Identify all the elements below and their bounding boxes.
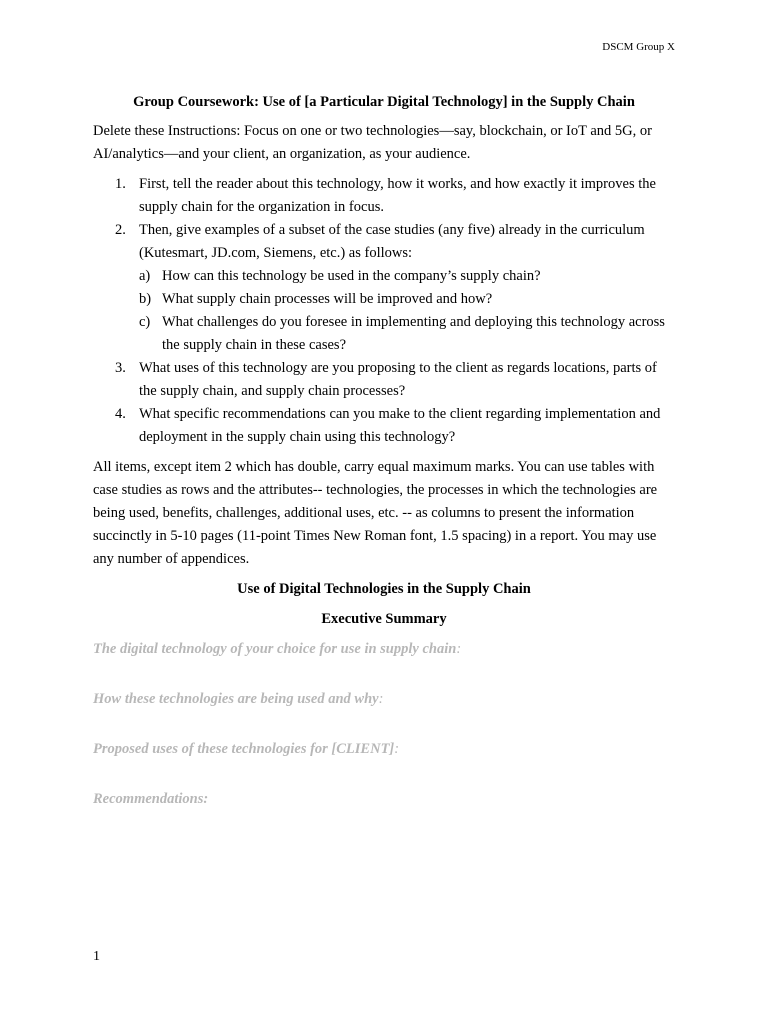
instructions-paragraph: Delete these Instructions: Focus on one or two technologies—say, blockchain, or IoT and 5G, or AI/analytics—and your client, an organization, as your audience. (93, 123, 652, 162)
list-item (93, 357, 675, 403)
list-item-number: 3. (115, 360, 126, 376)
list-item-number: 2. (115, 222, 126, 238)
sub-list-item-letter: a) (139, 268, 151, 284)
sub-list-item (139, 265, 675, 288)
list-item (93, 173, 675, 219)
summary-prompt-text: How these technologies are being used and why (93, 691, 379, 707)
summary-prompt-proposed-uses (93, 738, 675, 761)
list-item-text: What specific recommendations can you make to the client regarding implementation and deployment in the supply chain using this technology? (139, 406, 661, 445)
list-item-text: What uses of this technology are you proposing to the client as regards locations, parts of the supply chain, and supply chain processes? (139, 360, 657, 399)
summary-prompt-recommendations (93, 788, 675, 811)
sub-list-item-letter: c) (139, 314, 151, 330)
summary-prompt-suffix: : (394, 741, 400, 757)
sub-list-item-text: What supply chain processes will be improved and how? (162, 291, 493, 307)
sub-list-item-text: How can this technology be used in the company’s supply chain? (162, 268, 541, 284)
marking-note-paragraph: All items, except item 2 which has double, carry equal maximum marks. You can use tables with case studies as rows and the attributes-- technologies, the processes in which the technologies are being used, benefits, challenges, additional uses, etc. -- as columns to present the information succinctly in 5-10 pages (11-point Times New Roman font, 1.5 spacing) in a report. You may use any number of appendices. (93, 459, 658, 567)
sub-list-item (139, 311, 675, 357)
report-title: Use of Digital Technologies in the Supply Chain (237, 581, 531, 597)
document-title: Group Coursework: Use of [a Particular Digital Technology] in the Supply Chain (133, 94, 635, 110)
summary-prompt-technology (93, 638, 675, 661)
list-item-number: 1. (115, 176, 126, 192)
list-item (93, 403, 675, 449)
sub-question-list (139, 265, 675, 357)
summary-prompt-text: Proposed uses of these technologies for [CLIENT] (93, 741, 395, 757)
question-list (93, 173, 675, 449)
list-item-number: 4. (115, 406, 126, 422)
summary-prompt-suffix: : (456, 641, 462, 657)
summary-prompt-suffix: : (378, 691, 384, 707)
sub-list-item-text: What challenges do you foresee in implementing and deploying this technology across the supply chain in these cases? (162, 314, 665, 353)
summary-prompt-text: The digital technology of your choice for use in supply chain (93, 641, 457, 657)
page-header: DSCM Group X (602, 41, 675, 53)
list-item-text: Then, give examples of a subset of the case studies (any five) already in the curriculum (Kutesmart, JD.com, Siemens, etc.) as follows: (139, 222, 645, 261)
summary-prompt-text: Recommendations: (93, 791, 209, 807)
page-number: 1 (93, 949, 100, 964)
list-item-text: First, tell the reader about this technology, how it works, and how exactly it improves the supply chain for the organization in focus. (139, 176, 656, 215)
executive-summary-heading: Executive Summary (321, 611, 447, 627)
sub-list-item-letter: b) (139, 291, 152, 307)
sub-list-item (139, 288, 675, 311)
document-body (93, 91, 675, 838)
summary-prompt-usage (93, 688, 675, 711)
list-item (93, 219, 675, 357)
